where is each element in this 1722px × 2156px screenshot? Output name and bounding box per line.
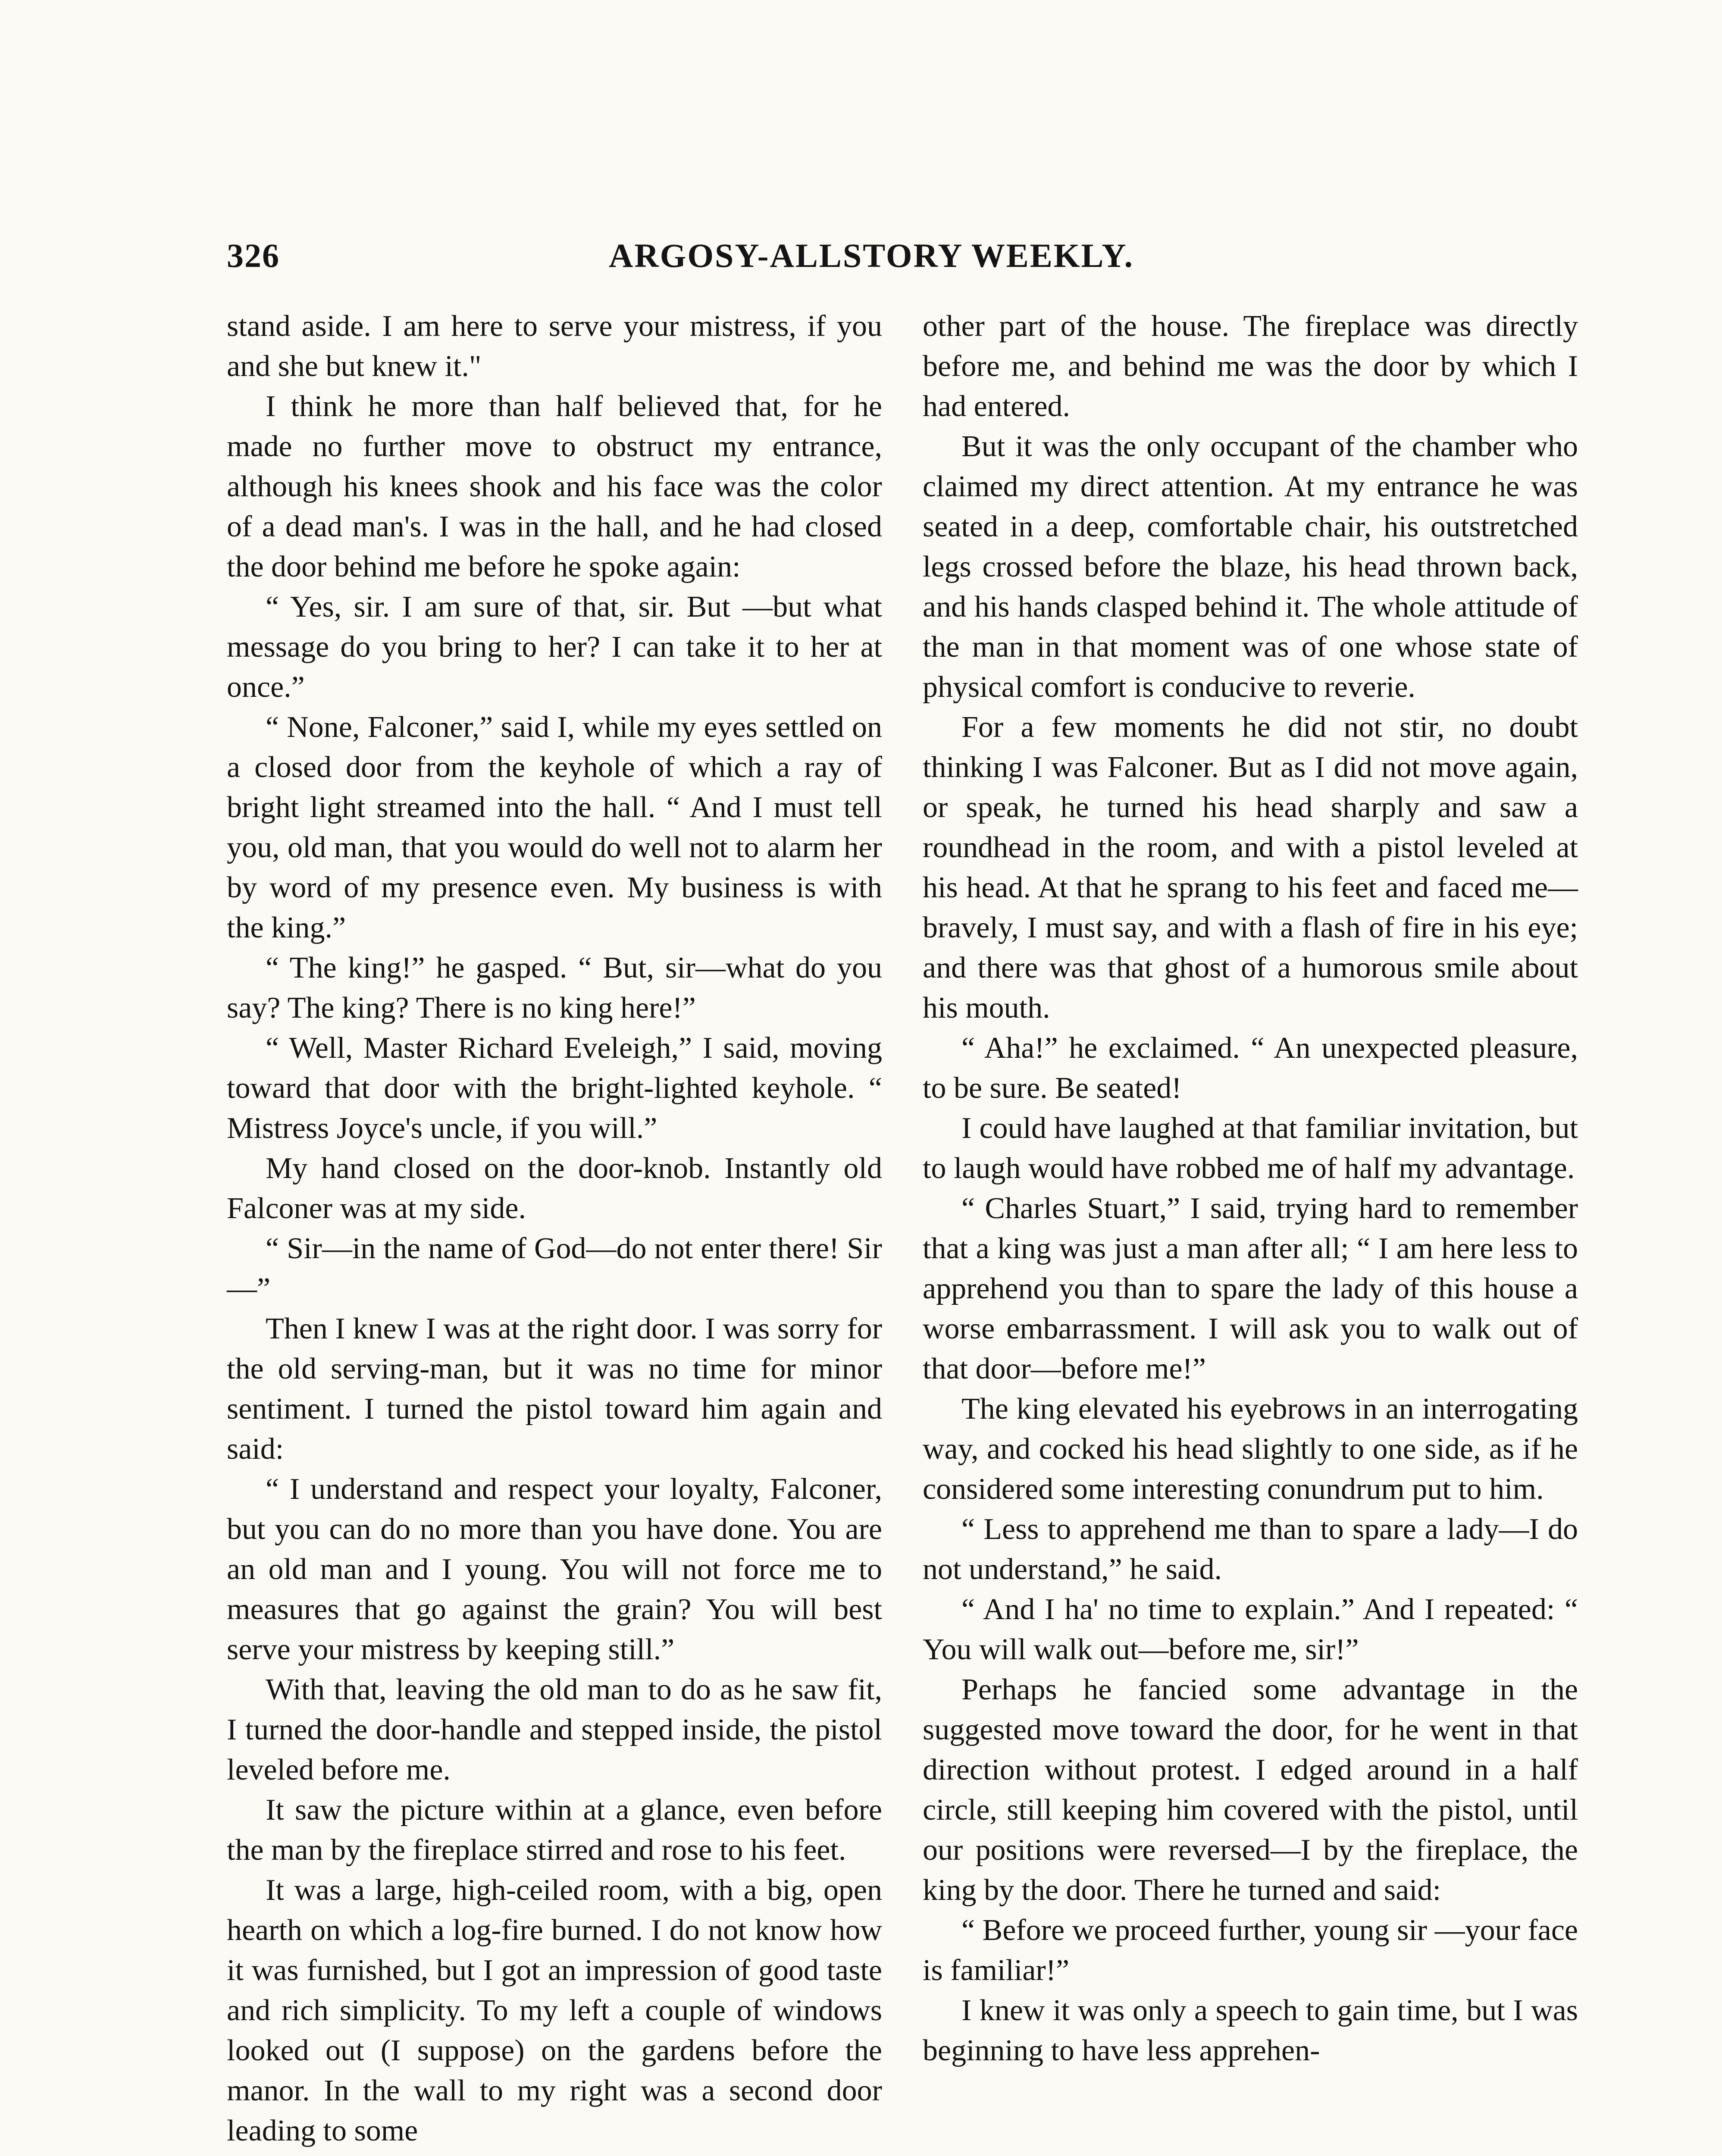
paragraph: “ Sir—in the name of God—do not enter there! Sir—” (227, 1232, 882, 1305)
right-column (923, 306, 1578, 2071)
paragraph: My hand closed on the door-knob. Instantly old Falconer was at my side. (227, 1152, 882, 1225)
paragraph: “ None, Falconer,” said I, while my eyes settled on a closed door from the keyhole of which a ray of bright light streamed into the hall. “ And I must tell you, old man, that you would do well not to alarm her by word of my presence even. My business is with the king.” (227, 711, 882, 944)
left-column (227, 306, 882, 2151)
paragraph: The king elevated his eyebrows in an interrogating way, and cocked his head slightly to one side, as if he considered some interesting conundrum put to him. (923, 1392, 1578, 1506)
paragraph: “ Before we proceed further, young sir —your face is familiar!” (923, 1914, 1578, 1987)
paragraph: It saw the picture within at a glance, even before the man by the fireplace stirred and rose to his feet. (227, 1793, 882, 1867)
paragraph: But it was the only occupant of the chamber who claimed my direct attention. At my entrance he was seated in a deep, comfortable chair, his outstretched legs crossed before the blaze, his head thrown back, and his hands clasped behind it. The whole attitude of the man in that moment was of one whose state of physical comfort is conducive to reverie. (923, 430, 1578, 704)
paragraph: “ Less to apprehend me than to spare a lady—I do not understand,” he said. (923, 1513, 1578, 1586)
page-header (227, 236, 1516, 275)
paragraph: For a few moments he did not stir, no doubt thinking I was Falconer. But as I did not move again, or speak, he turned his head sharply and saw a roundhead in the room, and with a pistol leveled at his head. At that he sprang to his feet and faced me—bravely, I must say, and with a flash of fire in his eye; and there was that ghost of a humorous smile about his mouth. (923, 711, 1578, 1025)
paragraph: With that, leaving the old man to do as he saw fit, I turned the door-handle and stepped inside, the pistol leveled before me. (227, 1673, 882, 1786)
paragraph: stand aside. I am here to serve your mistress, if you and she but knew it." (227, 310, 882, 383)
paragraph: I think he more than half believed that, for he made no further move to obstruct my entrance, although his knees shook and his face was the color of a dead man's. I was in the hall, and he had closed the door behind me before he spoke again: (227, 390, 882, 583)
running-head: ARGOSY-ALLSTORY WEEKLY. (609, 237, 1134, 274)
paragraph: Then I knew I was at the right door. I was sorry for the old serving-man, but it was no time for minor sentiment. I turned the pistol toward him again and said: (227, 1312, 882, 1466)
paragraph: I could have laughed at that familiar invitation, but to laugh would have robbed me of half my advantage. (923, 1112, 1578, 1185)
paragraph: other part of the house. The fireplace was directly before me, and behind me was the door by which I had entered. (923, 310, 1578, 423)
paragraph: “ Charles Stuart,” I said, trying hard to remember that a king was just a man after all; “ I am here less to apprehend you than to spare the lady of this house a worse embarrassment. I will ask you to walk out of that door—before me!” (923, 1192, 1578, 1385)
paragraph: “ And I ha' no time to explain.” And I repeated: “ You will walk out—before me, sir!” (923, 1593, 1578, 1666)
paragraph: “ I understand and respect your loyalty, Falconer, but you can do no more than you have done. You are an old man and I young. You will not force me to measures that go against the grain? You will best serve your mistress by keeping still.” (227, 1473, 882, 1666)
page-number: 326 (227, 237, 280, 274)
paragraph: Perhaps he fancied some advantage in the suggested move toward the door, for he went in that direction without protest. I edged around in a half circle, still keeping him covered with the pistol, until our positions were reversed—I by the fireplace, the king by the door. There he turned and said: (923, 1673, 1578, 1907)
paragraph: I knew it was only a speech to gain time, but I was beginning to have less apprehen- (923, 1994, 1578, 2067)
paragraph: “ The king!” he gasped. “ But, sir—what do you say? The king? There is no king here!” (227, 951, 882, 1025)
paragraph: It was a large, high-ceiled room, with a big, open hearth on which a log-fire burned. I do not know how it was furnished, but I got an impression of good taste and rich simplicity. To my left a couple of windows looked out (I suppose) on the gardens before the manor. In the wall to my right was a second door leading to some (227, 1874, 882, 2147)
paragraph: “ Yes, sir. I am sure of that, sir. But —but what message do you bring to her? I can take it to her at once.” (227, 590, 882, 704)
paragraph: “ Aha!” he exclaimed. “ An unexpected pleasure, to be sure. Be seated! (923, 1031, 1578, 1105)
paragraph: “ Well, Master Richard Eveleigh,” I said, moving toward that door with the bright-lighted keyhole. “ Mistress Joyce's uncle, if you will.” (227, 1031, 882, 1145)
